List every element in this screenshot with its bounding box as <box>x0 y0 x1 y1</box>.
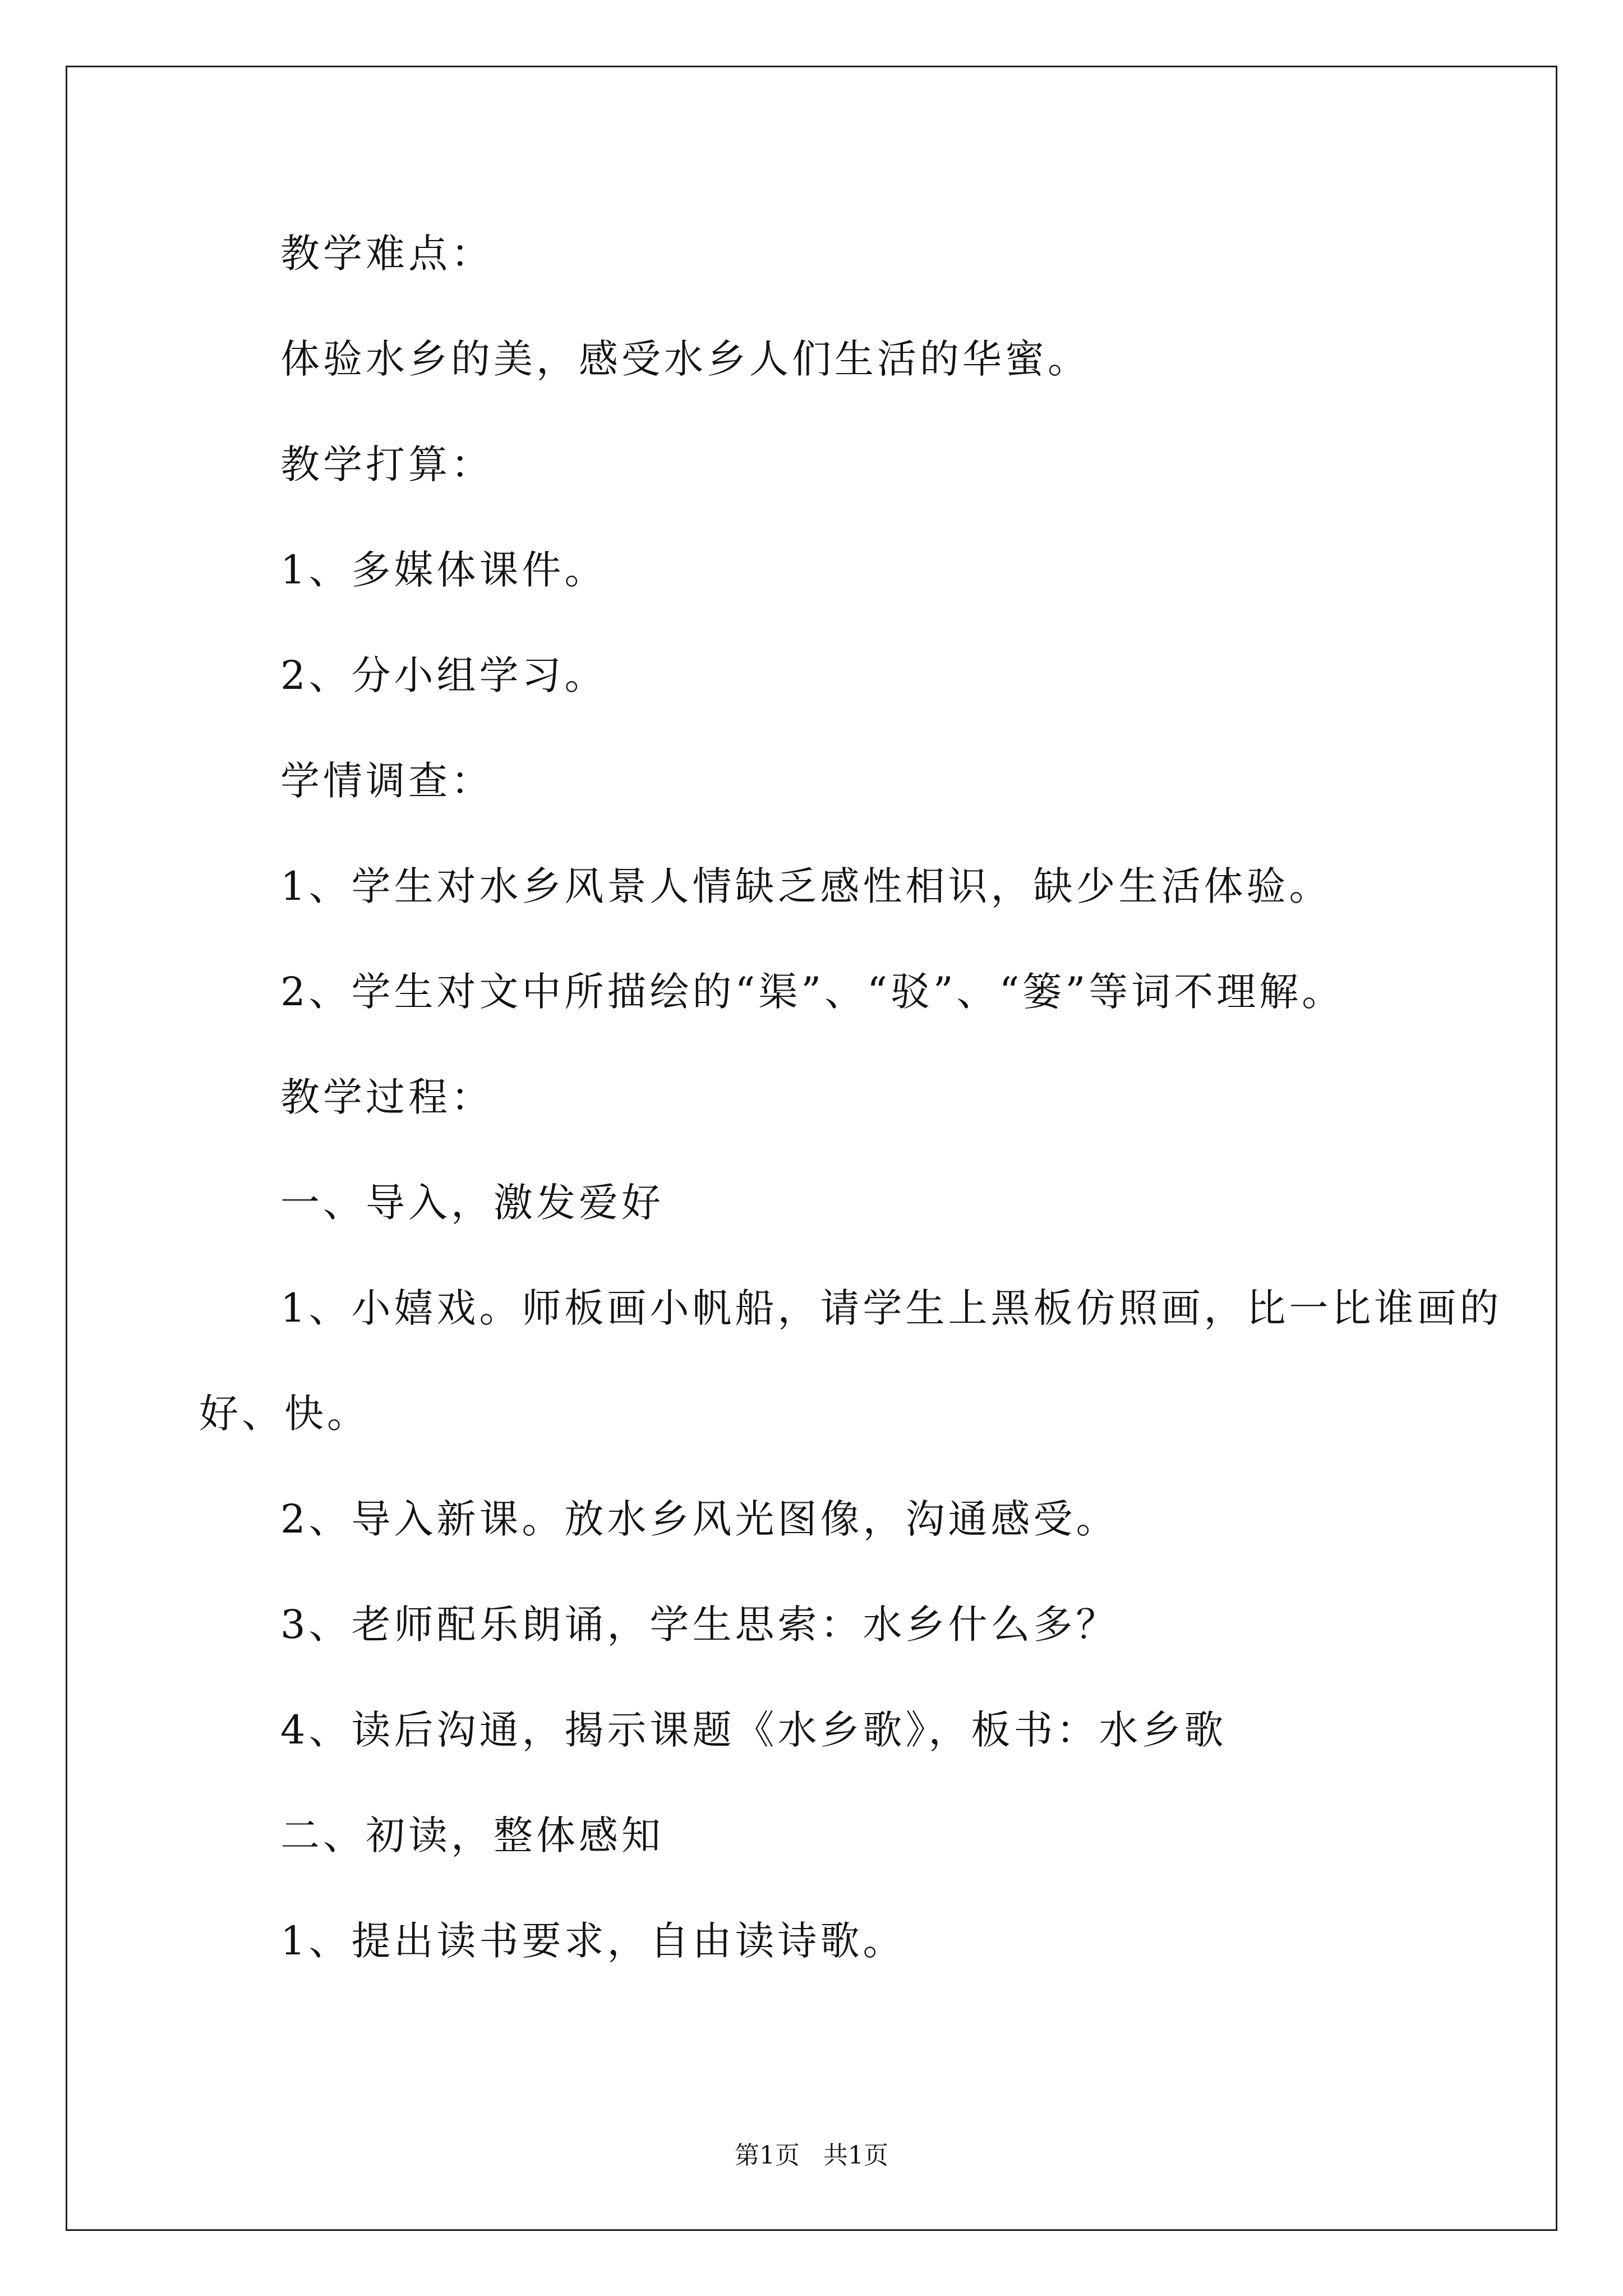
paragraph-heading-survey: 学情调查： <box>280 758 494 804</box>
paragraph: 2、分小组学习。 <box>280 652 607 698</box>
page-border <box>66 66 1557 2231</box>
paragraph: 1、学生对水乡风景人情缺乏感性相识，缺少生活体验。 <box>280 863 1332 909</box>
paragraph: 3、老师配乐朗诵，学生思索：水乡什么多？ <box>280 1602 1119 1648</box>
paragraph: 1、提出读书要求，自由读诗歌。 <box>280 1918 906 1964</box>
paragraph: 1、小嬉戏。师板画小帆船，请学生上黑板仿照画，比一比谁画的 <box>280 1285 1502 1331</box>
paragraph: 体验水乡的美，感受水乡人们生活的华蜜。 <box>280 336 1090 382</box>
page-footer: 第1页 共1页 <box>735 2141 888 2170</box>
section-heading: 一、导入，激发爱好 <box>280 1180 664 1226</box>
paragraph-continuation: 好、快。 <box>199 1391 370 1437</box>
paragraph-heading-process: 教学过程： <box>280 1074 494 1120</box>
paragraph: 1、多媒体课件。 <box>280 547 607 593</box>
paragraph-heading-difficulty: 教学难点： <box>280 231 494 277</box>
paragraph: 2、学生对文中所描绘的“渠”、“驳”、“篓”等词不理解。 <box>280 969 1345 1015</box>
paragraph-heading-preparation: 教学打算： <box>280 441 494 487</box>
paragraph: 4、读后沟通，揭示课题《水乡歌》，板书：水乡歌 <box>280 1707 1227 1753</box>
section-heading: 二、初读，整体感知 <box>280 1812 664 1858</box>
paragraph: 2、导入新课。放水乡风光图像，沟通感受。 <box>280 1496 1119 1542</box>
